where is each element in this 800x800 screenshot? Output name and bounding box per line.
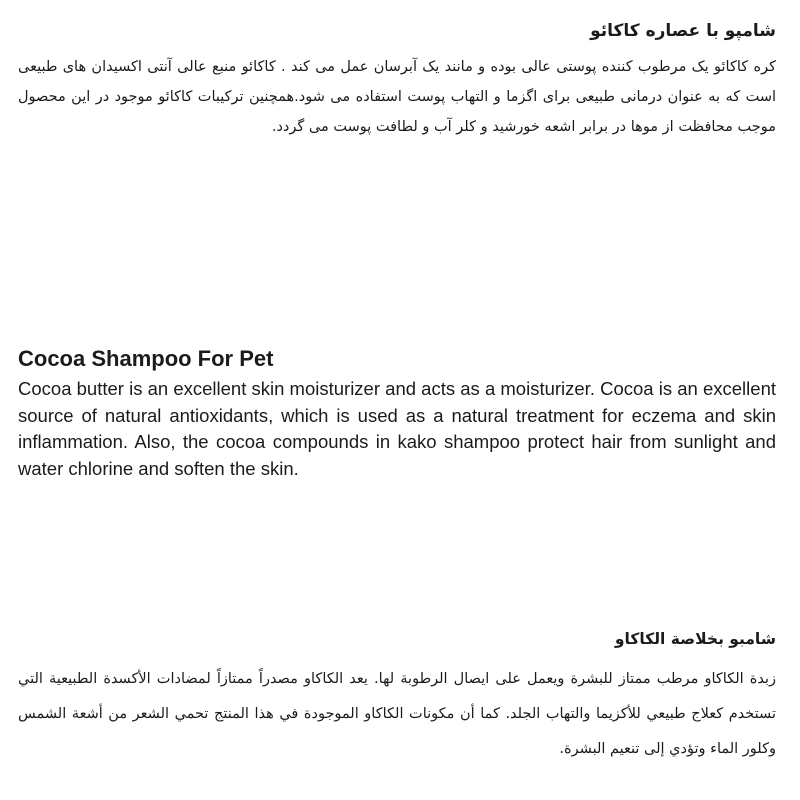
arabic-description-section — [18, 622, 776, 767]
persian-description-section — [18, 14, 776, 142]
english-heading: Cocoa Shampoo For Pet — [18, 346, 274, 371]
persian-heading: شامپو با عصاره کاکائو — [590, 21, 776, 41]
arabic-heading: شامبو بخلاصة الكاكاو — [614, 630, 776, 648]
english-body-text: Cocoa butter is an excellent skin moisturizer and acts as a moisturizer. Cocoa is an excellent source of natural antioxidants, which is used as a natural treatment for eczema and skin inflammation. Also, the cocoa compounds in kako shampoo protect hair from sunlight and water chlorine and soften the skin. — [18, 378, 776, 479]
english-description-section — [18, 344, 776, 482]
persian-body-text: کره کاکائو یک مرطوب کننده پوستی عالی بوده و مانند یک آبرسان عمل می کند . کاکائو منبع عالی آنتی اکسیدان های طبیعی است که به عنوان درمانی طبیعی برای اگزما و التهاب پوست استفاده می شود.همچنین ترکیبات کاکائو موجود در این محصول موجب محافظت از موها در برابر اشعه خورشید و کلر آب و لطافت پوست می گردد. — [18, 59, 776, 135]
arabic-body-text: زبدة الكاكاو مرطب ممتاز للبشرة ويعمل على ايصال الرطوبة لها. يعد الكاكاو مصدراً ممتازاً لمضادات الأكسدة الطبيعية التي تستخدم كعلاج طبيعي للأكزيما والتهاب الجلد. كما أن مكونات الكاكاو الموجودة في هذا المنتج تحمي الشعر من أشعة الشمس وكلور الماء وتؤدي إلى تنعيم البشرة. — [18, 671, 776, 757]
